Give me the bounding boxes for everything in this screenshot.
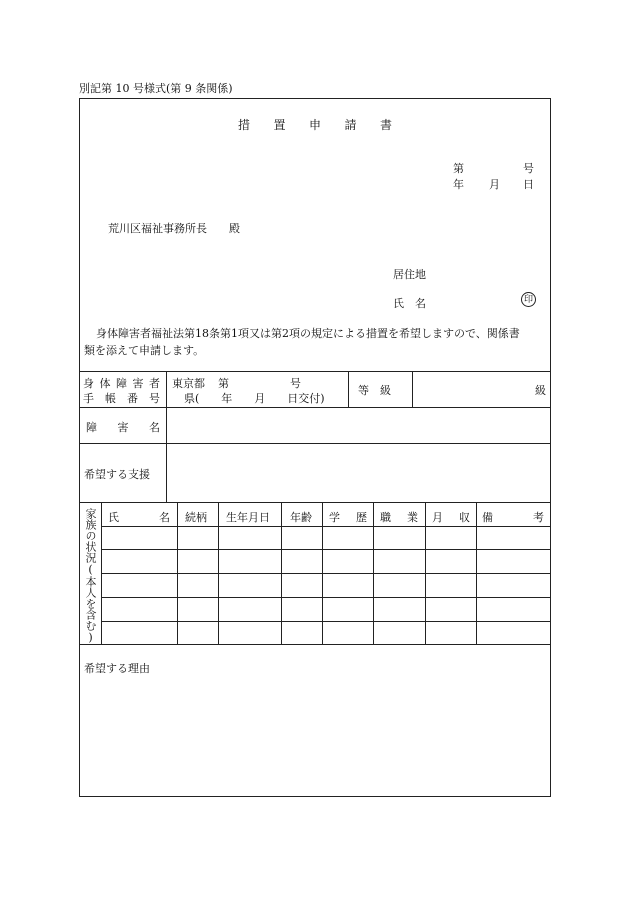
form-frame: [79, 98, 551, 797]
table-line: [79, 502, 551, 503]
table-line: [79, 443, 551, 444]
handbook-label-line1: 身 体 障 害 者: [83, 377, 160, 390]
table-line: [79, 407, 551, 408]
handbook-go: 号: [290, 377, 301, 390]
header-education: 学 歴: [329, 511, 367, 524]
header-occupation: 職 業: [380, 511, 418, 524]
statement-line-2: 類を添えて申請します。: [84, 344, 205, 357]
statement-line-1: 身体障害者福祉法第18条第1項又は第2項の規定による措置を希望しますので、関係書: [96, 327, 520, 340]
table-line: [101, 549, 551, 550]
form-title: [238, 116, 392, 133]
table-line: [79, 371, 551, 372]
handbook-ken: 県( 年 月 日交付): [184, 392, 325, 405]
table-line: [412, 371, 413, 407]
table-line: [101, 597, 551, 598]
header-remarks: 備 考: [482, 511, 544, 524]
table-line: [79, 644, 551, 645]
support-label: 希望する支援: [84, 468, 150, 481]
grade-suffix: 級: [535, 384, 546, 397]
title-char: 申: [308, 118, 321, 132]
table-line: [348, 371, 349, 407]
doc-number-suffix: 号: [523, 162, 534, 175]
addressee: 荒川区福祉事務所長 殿: [108, 222, 240, 235]
date-month: 月: [489, 178, 500, 191]
table-line: [166, 371, 167, 502]
family-side-label: 家族の状況(本人を含む): [84, 508, 97, 644]
header-relation: 続柄: [185, 511, 207, 524]
address-label: 居住地: [393, 268, 426, 281]
title-char: 置: [273, 118, 286, 132]
table-line: [101, 526, 551, 527]
doc-number-prefix: 第: [453, 162, 464, 175]
date-year: 年: [453, 178, 464, 191]
table-line: [101, 573, 551, 574]
handbook-tokyo: 東京都: [172, 377, 205, 390]
form-number-note: 別記第 10 号様式(第 9 条関係): [79, 82, 233, 95]
header-income: 月 収: [432, 511, 470, 524]
name-label: 氏 名: [393, 297, 426, 310]
table-line: [101, 621, 551, 622]
title-char: 措: [238, 118, 251, 132]
handbook-dai: 第: [218, 377, 229, 390]
handbook-label-line2: 手 帳 番 号: [83, 392, 160, 405]
seal-mark: 印: [521, 292, 536, 307]
header-age: 年齢: [290, 511, 312, 524]
disability-label: 障 害 名: [86, 421, 160, 434]
header-name: 氏 名: [108, 511, 170, 524]
date-day: 日: [523, 178, 534, 191]
reason-label: 希望する理由: [84, 662, 150, 675]
title-char: 請: [344, 118, 357, 132]
header-birth: 生年月日: [226, 511, 270, 524]
grade-label: 等 級: [358, 384, 391, 397]
title-char: 書: [379, 118, 392, 132]
